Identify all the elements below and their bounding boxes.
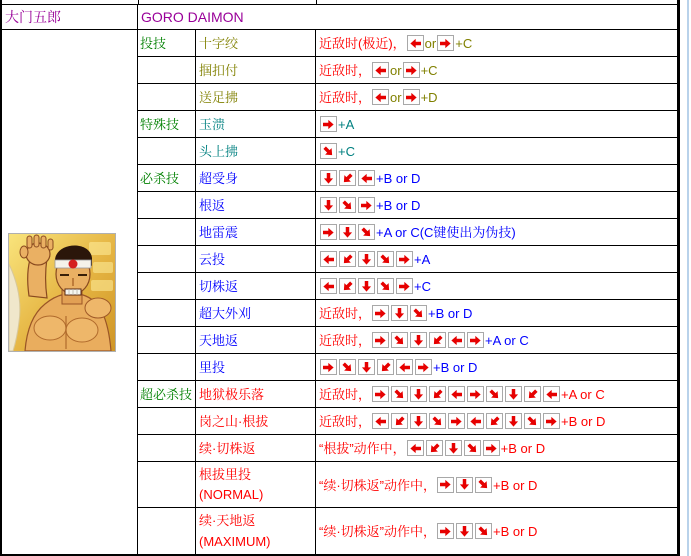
move-name: 根拔里投 (199, 467, 252, 482)
move-name: 岗之山·根拔 (199, 413, 269, 429)
arrow-left-icon (320, 251, 337, 267)
command-text: +C (414, 279, 431, 294)
arrow-left-icon (407, 35, 424, 51)
command-text: or (390, 90, 402, 105)
move-row (138, 84, 677, 111)
arrow-down-icon (410, 413, 427, 429)
command-text: +C (420, 63, 438, 78)
arrow-right-icon (437, 477, 454, 493)
arrow-down-right-icon (391, 386, 408, 402)
command-cell (316, 111, 677, 137)
arrow-right-icon (437, 523, 454, 539)
command-text: 近敌时， (319, 90, 372, 105)
command-cell (316, 246, 677, 272)
arrow-down-right-icon (339, 359, 356, 375)
arrow-right-icon (467, 386, 484, 402)
move-row (138, 381, 677, 408)
move-name-line2: (MAXIMUM) (199, 534, 271, 549)
arrow-left-icon (372, 89, 389, 105)
move-row (138, 300, 677, 327)
command-text: 近敌时， (319, 414, 372, 429)
arrow-down-icon (505, 413, 522, 429)
character-portrait (8, 233, 116, 352)
category-label: 特殊技 (140, 116, 180, 132)
category-label: 投技 (140, 35, 167, 51)
command-text: +B or D (428, 306, 473, 321)
move-name-cell (196, 57, 316, 83)
arrow-down-icon (339, 224, 356, 240)
move-name: 十字绞 (199, 35, 239, 51)
command-cell (316, 381, 677, 407)
arrow-down-right-icon (377, 278, 394, 294)
arrow-down-left-icon (377, 359, 394, 375)
command-cell (316, 354, 677, 380)
arrow-down-icon (445, 440, 462, 456)
category-cell (138, 246, 196, 272)
move-name-cell (196, 354, 316, 380)
command-cell (316, 219, 677, 245)
arrow-down-left-icon (486, 413, 503, 429)
command-text: +B or D (493, 524, 538, 539)
move-name-cell (196, 192, 316, 218)
move-name: 送足拂 (199, 89, 239, 105)
move-row (138, 435, 677, 462)
command-text: +B or D (433, 360, 478, 375)
arrow-left-icon (320, 278, 337, 294)
command-cell (316, 273, 677, 299)
move-name: 天地返 (199, 332, 239, 348)
command-text: +A (338, 117, 355, 132)
move-name: 地狱极乐落 (199, 386, 265, 402)
arrow-right-icon (467, 332, 484, 348)
arrow-down-left-icon (429, 332, 446, 348)
move-name: 玉溃 (199, 116, 226, 132)
command-cell (316, 84, 677, 110)
move-name-cell (196, 408, 316, 434)
arrow-down-right-icon (486, 386, 503, 402)
category-cell (138, 381, 196, 407)
arrow-right-icon (543, 413, 560, 429)
command-text: 近敌时(极近)， (319, 36, 406, 51)
table-body (2, 30, 677, 554)
character-name-cn-cell (2, 5, 138, 29)
grid-divider (316, 0, 317, 4)
category-cell (138, 327, 196, 353)
category-cell (138, 111, 196, 137)
arrow-down-right-icon (391, 332, 408, 348)
command-cell (316, 30, 677, 56)
move-name-cell (196, 462, 316, 507)
move-row (138, 408, 677, 435)
arrow-right-icon (437, 35, 454, 51)
arrow-down-right-icon (429, 413, 446, 429)
arrow-right-icon (320, 224, 337, 240)
arrow-right-icon (448, 413, 465, 429)
arrow-left-icon (448, 386, 465, 402)
arrow-right-icon (320, 359, 337, 375)
command-text: +B or D (561, 414, 606, 429)
arrow-down-icon (358, 278, 375, 294)
arrow-left-icon (448, 332, 465, 348)
arrow-left-icon (372, 62, 389, 78)
category-cell (138, 354, 196, 380)
arrow-down-right-icon (320, 143, 337, 159)
command-text: +D (420, 90, 438, 105)
move-row (138, 508, 677, 554)
arrow-down-left-icon (426, 440, 443, 456)
category-cell (138, 165, 196, 191)
command-text: +A or C (561, 387, 605, 402)
category-cell (138, 300, 196, 326)
arrow-right-icon (320, 116, 337, 132)
move-row (138, 327, 677, 354)
category-label: 必杀技 (140, 170, 180, 186)
arrow-left-icon (407, 440, 424, 456)
arrow-down-icon (391, 305, 408, 321)
arrow-down-icon (410, 332, 427, 348)
move-name-line2: (NORMAL) (199, 487, 264, 502)
arrow-down-icon (410, 386, 427, 402)
arrow-right-icon (372, 386, 389, 402)
move-row (138, 219, 677, 246)
character-name-cn: 大门五郎 (5, 9, 61, 25)
category-cell (138, 192, 196, 218)
move-row (138, 111, 677, 138)
move-name-cell (196, 327, 316, 353)
arrow-down-right-icon (358, 224, 375, 240)
arrow-down-left-icon (524, 386, 541, 402)
category-cell (138, 84, 196, 110)
move-name: 续·切株返 (199, 440, 256, 456)
arrow-right-icon (396, 278, 413, 294)
category-cell (138, 219, 196, 245)
move-name: 云投 (199, 251, 226, 267)
arrow-right-icon (403, 62, 420, 78)
arrow-down-left-icon (339, 170, 356, 186)
move-name-cell (196, 508, 316, 554)
move-name-cell (196, 84, 316, 110)
arrow-right-icon (358, 197, 375, 213)
move-row (138, 30, 677, 57)
move-name: 切株返 (199, 278, 239, 294)
move-rows (138, 30, 677, 554)
arrow-left-icon (372, 413, 389, 429)
arrow-right-icon (415, 359, 432, 375)
arrow-down-right-icon (464, 440, 481, 456)
category-cell (138, 435, 196, 461)
category-cell (138, 408, 196, 434)
arrow-right-icon (403, 89, 420, 105)
character-name-en-cell (138, 5, 677, 29)
command-cell (316, 462, 677, 507)
arrow-down-right-icon (475, 477, 492, 493)
move-name-cell (196, 246, 316, 272)
command-cell (316, 192, 677, 218)
command-text: “根拔”动作中， (319, 441, 406, 456)
command-text: +B or D (493, 477, 538, 493)
command-cell (316, 508, 677, 554)
arrow-down-right-icon (475, 523, 492, 539)
arrow-down-icon (456, 477, 473, 493)
command-text: +C (455, 36, 473, 51)
command-text: +B or D (376, 198, 421, 213)
move-name-cell (196, 273, 316, 299)
arrow-right-icon (396, 251, 413, 267)
arrow-down-left-icon (391, 413, 408, 429)
arrow-down-icon (505, 386, 522, 402)
command-cell (316, 165, 677, 191)
command-text: or (424, 36, 437, 51)
move-row (138, 273, 677, 300)
move-row (138, 192, 677, 219)
arrow-down-icon (320, 197, 337, 213)
command-text: +C (338, 144, 355, 159)
arrow-down-right-icon (377, 251, 394, 267)
move-name: 超大外刈 (199, 305, 252, 321)
move-name-cell (196, 30, 316, 56)
arrow-down-icon (456, 523, 473, 539)
arrow-down-left-icon (339, 251, 356, 267)
command-text: +A or C(C键使出为伪技) (376, 225, 516, 240)
category-cell (138, 138, 196, 164)
move-row (138, 354, 677, 381)
command-cell (316, 300, 677, 326)
arrow-down-icon (358, 251, 375, 267)
command-cell (316, 327, 677, 353)
arrow-down-icon (358, 359, 375, 375)
previous-row-edge (2, 0, 677, 5)
move-row (138, 57, 677, 84)
move-name: 续·天地返 (199, 513, 256, 528)
command-text: +A or C (485, 333, 529, 348)
category-cell (138, 57, 196, 83)
arrow-right-icon (483, 440, 500, 456)
character-name-en: GORO DAIMON (141, 9, 244, 25)
arrow-right-icon (372, 305, 389, 321)
arrow-left-icon (467, 413, 484, 429)
command-text: “续·切株返”动作中， (319, 524, 436, 539)
move-row (138, 165, 677, 192)
move-name-cell (196, 300, 316, 326)
move-name: 超受身 (199, 170, 239, 186)
category-cell (138, 462, 196, 507)
move-name: 里投 (199, 359, 226, 375)
command-cell (316, 435, 677, 461)
category-label: 超必杀技 (140, 386, 193, 402)
move-name-cell (196, 111, 316, 137)
move-name-cell (196, 219, 316, 245)
move-name-cell (196, 381, 316, 407)
command-text: +B or D (500, 441, 546, 456)
move-name: 地雷震 (199, 224, 239, 240)
move-name-cell (196, 435, 316, 461)
command-text: +A (414, 252, 431, 267)
move-row (138, 462, 677, 508)
command-text: +B or D (376, 171, 421, 186)
move-name-cell (196, 138, 316, 164)
category-cell (138, 508, 196, 554)
grid-divider (138, 0, 139, 4)
command-text: 近敌时， (319, 333, 372, 348)
arrow-left-icon (396, 359, 413, 375)
command-text: 近敌时， (319, 306, 372, 321)
arrow-left-icon (358, 170, 375, 186)
arrow-down-left-icon (339, 278, 356, 294)
move-name: 根返 (199, 197, 226, 213)
command-text: 近敌时， (319, 387, 372, 402)
arrow-down-icon (320, 170, 337, 186)
move-name-cell (196, 165, 316, 191)
command-cell (316, 408, 677, 434)
move-row (138, 246, 677, 273)
character-header-row (2, 5, 677, 30)
category-cell (138, 30, 196, 56)
move-name: 掴扣付 (199, 62, 239, 78)
portrait-cell (2, 30, 138, 554)
command-text: “续·切株返”动作中， (319, 477, 436, 493)
arrow-left-icon (543, 386, 560, 402)
right-edge-strip (687, 0, 689, 556)
command-text: or (390, 63, 402, 78)
arrow-down-right-icon (410, 305, 427, 321)
arrow-down-left-icon (429, 386, 446, 402)
arrow-down-right-icon (339, 197, 356, 213)
command-cell (316, 138, 677, 164)
arrow-right-icon (372, 332, 389, 348)
command-text: 近敌时， (319, 63, 372, 78)
category-cell (138, 273, 196, 299)
move-name: 头上拂 (199, 143, 239, 159)
move-row (138, 138, 677, 165)
command-cell (316, 57, 677, 83)
arrow-down-right-icon (524, 413, 541, 429)
